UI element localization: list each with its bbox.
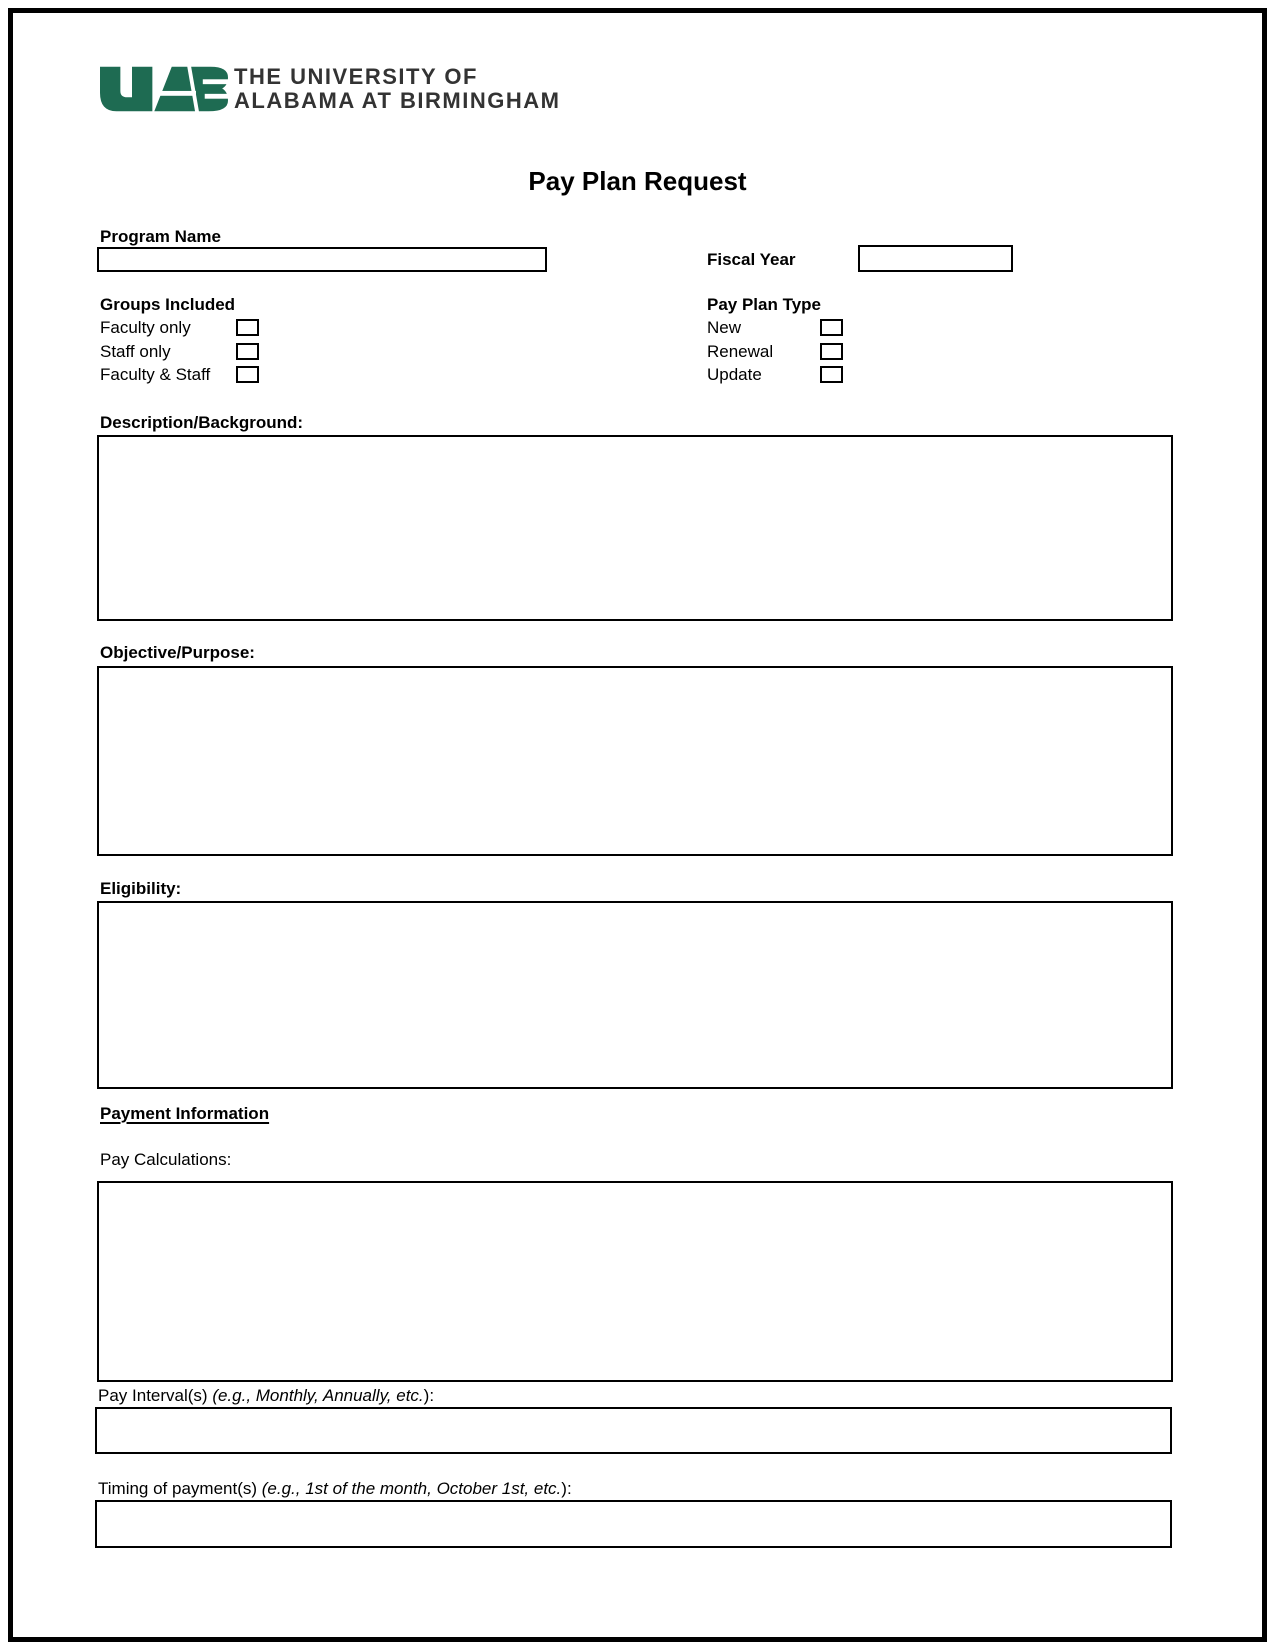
pay-calculations-textarea[interactable]	[97, 1181, 1173, 1382]
checkbox-new[interactable]	[820, 319, 843, 336]
checkbox-faculty-and-staff[interactable]	[236, 366, 259, 383]
eligibility-textarea[interactable]	[97, 901, 1173, 1089]
eligibility-label: Eligibility:	[100, 879, 182, 898]
fiscal-year-input[interactable]	[858, 245, 1013, 272]
groups-included-heading: Groups Included	[100, 295, 236, 314]
checkbox-update[interactable]	[820, 366, 843, 383]
checkbox-renewal[interactable]	[820, 343, 843, 360]
university-name	[234, 65, 560, 113]
pay-interval-textarea[interactable]	[95, 1407, 1172, 1454]
checkbox-faculty-only[interactable]	[236, 319, 259, 336]
option-label-renewal: Renewal	[707, 342, 774, 361]
option-label-new: New	[707, 318, 742, 337]
option-label-update: Update	[707, 365, 762, 384]
pay-plan-type-heading: Pay Plan Type	[707, 295, 822, 314]
timing-of-payments-textarea[interactable]	[95, 1500, 1172, 1548]
description-label: Description/Background:	[100, 413, 304, 432]
option-label-staff-only: Staff only	[100, 342, 171, 361]
university-name-line2: ALABAMA AT BIRMINGHAM	[234, 88, 561, 113]
fiscal-year-label: Fiscal Year	[707, 250, 796, 269]
program-name-input[interactable]	[97, 247, 547, 272]
pay-interval-label: Pay Interval(s) (e.g., Monthly, Annually, etc.):	[98, 1386, 435, 1405]
checkbox-staff-only[interactable]	[236, 343, 259, 360]
option-label-faculty-and-staff: Faculty & Staff	[100, 365, 211, 384]
objective-label: Objective/Purpose:	[100, 643, 255, 662]
university-name-line1: THE UNIVERSITY OF	[234, 64, 478, 89]
program-name-label: Program Name	[100, 227, 221, 246]
uab-logo	[100, 64, 560, 114]
pay-calculations-label: Pay Calculations:	[100, 1150, 232, 1169]
page-title: Pay Plan Request	[528, 166, 747, 196]
objective-textarea[interactable]	[97, 666, 1173, 856]
uab-monogram-icon	[100, 64, 228, 114]
timing-of-payments-label: Timing of payment(s) (e.g., 1st of the month, October 1st, etc.):	[98, 1479, 572, 1498]
option-label-faculty-only: Faculty only	[100, 318, 191, 337]
description-textarea[interactable]	[97, 435, 1173, 621]
payment-information-heading: Payment Information	[100, 1104, 270, 1123]
